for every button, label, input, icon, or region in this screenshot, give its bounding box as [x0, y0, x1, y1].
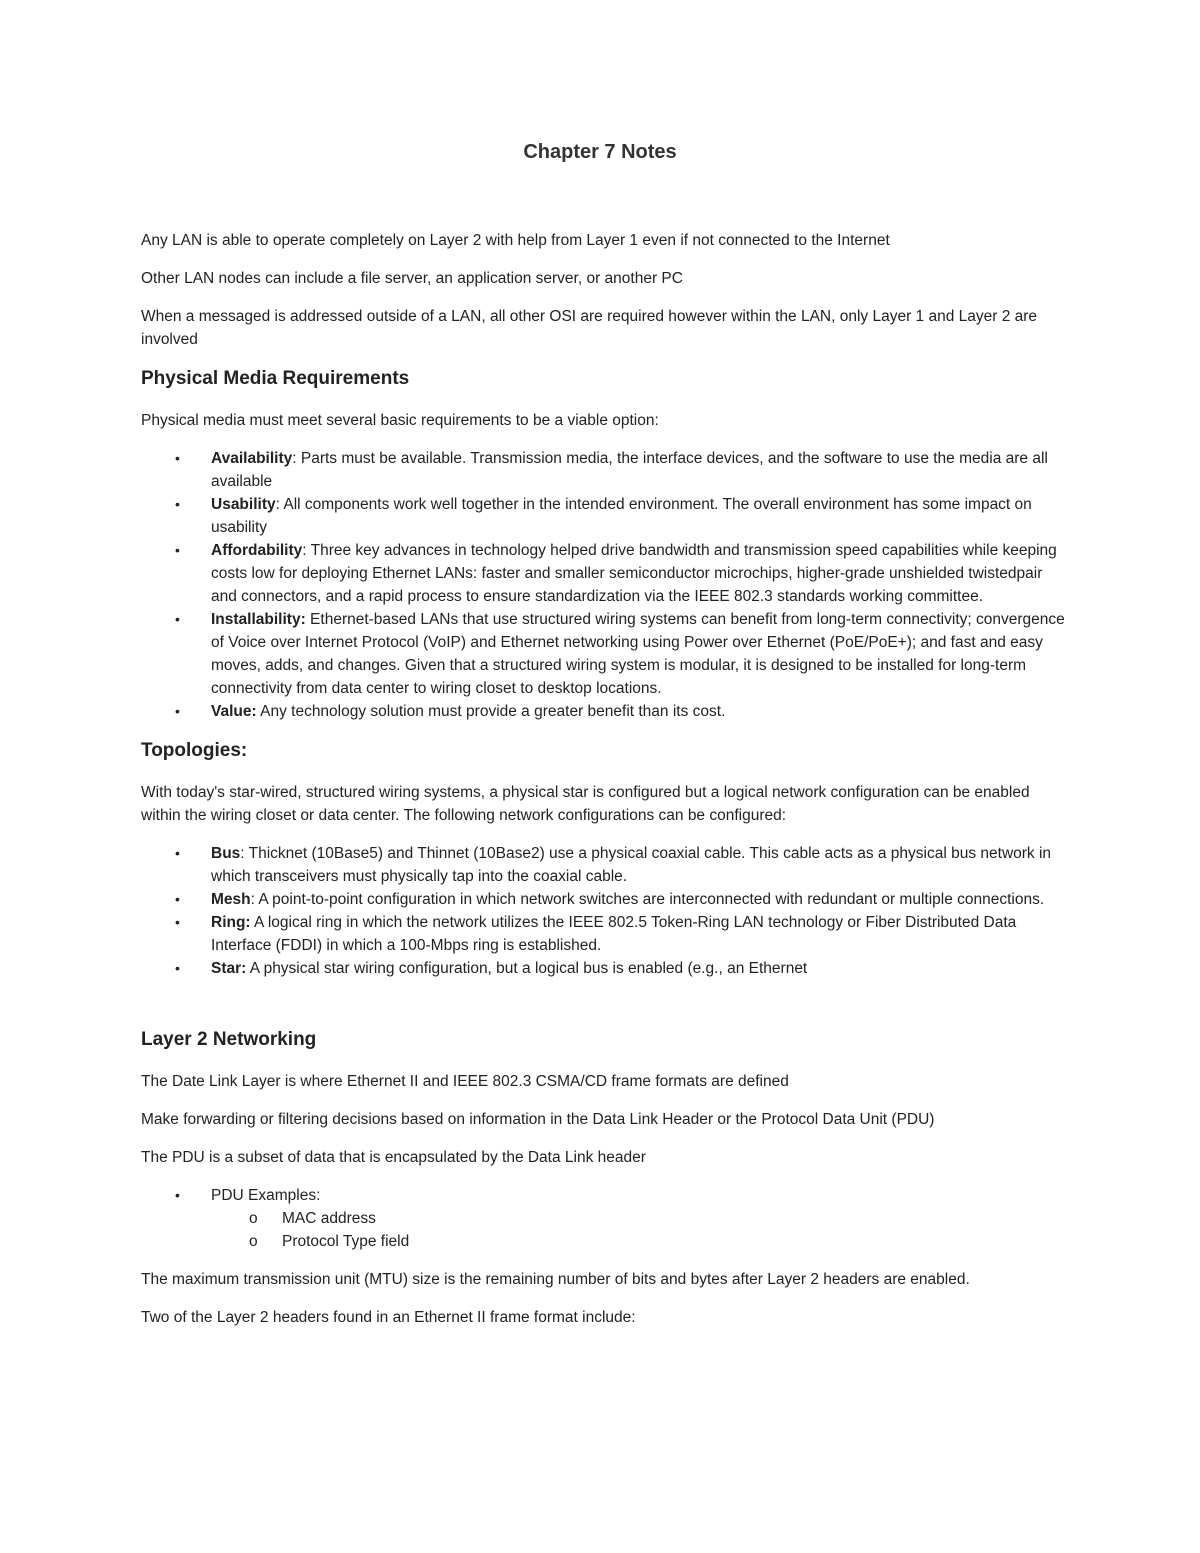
- spacer: [141, 995, 1066, 1015]
- bullet-icon: •: [175, 1187, 180, 1203]
- list-item: [141, 957, 1066, 980]
- intro-paragraph-1: Any LAN is able to operate completely on Layer 2 with help from Layer 1 even if not connected to the Internet: [141, 232, 890, 249]
- layer2-paragraph-4: The maximum transmission unit (MTU) size is the remaining number of bits and bytes after Layer 2 headers are enabled.: [141, 1271, 970, 1288]
- list-item: [141, 911, 1066, 957]
- list-term: Bus: [211, 845, 241, 862]
- list-item: [141, 888, 1066, 911]
- pdu-list: [141, 1184, 1066, 1253]
- list-item: [141, 493, 1066, 539]
- list-term: Ring:: [211, 914, 251, 931]
- bullet-icon: •: [175, 450, 180, 466]
- document-body: [141, 229, 1066, 1344]
- list-item: [141, 539, 1066, 608]
- list-text: PDU Examples:: [211, 1187, 321, 1204]
- list-text: Ethernet-based LANs that use structured wiring systems can benefit from long-term connectivity; convergence of Voice over Internet Protocol (VoIP) and Ethernet networking using Power over Ethernet (PoE/PoE+); and fast and easy moves, adds, and changes. Given that a structured wiring system is modular, it is designed to be installed for long-term connectivity from data center to wiring closet to desktop locations.: [211, 611, 1065, 697]
- list-text: : Thicknet (10Base5) and Thinnet (10Base2) use a physical coaxial cable. This cable acts as a physical bus network in which transceivers must physically tap into the coaxial cable.: [211, 845, 1052, 885]
- topologies-list: [141, 842, 1066, 980]
- intro-paragraph-3: When a messaged is addressed outside of a LAN, all other OSI are required however within the LAN, only Layer 1 and Layer 2 are involved: [141, 308, 1038, 348]
- list-text: A logical ring in which the network utilizes the IEEE 802.5 Token-Ring LAN technology or Fiber Distributed Data Interface (FDDI) in which a 100-Mbps ring is established.: [211, 914, 1017, 954]
- pdu-sublist: [211, 1207, 1066, 1253]
- list-item: [141, 608, 1066, 700]
- list-item: [141, 447, 1066, 493]
- physical-media-lead: Physical media must meet several basic requirements to be a viable option:: [141, 412, 659, 429]
- sublist-item: [211, 1230, 1066, 1253]
- bullet-icon: •: [175, 845, 180, 861]
- list-term: Star:: [211, 960, 247, 977]
- list-item: [141, 1184, 1066, 1253]
- layer2-paragraph-1: The Date Link Layer is where Ethernet II and IEEE 802.3 CSMA/CD frame formats are defined: [141, 1073, 789, 1090]
- bullet-icon: •: [175, 703, 180, 719]
- layer2-paragraph-2: Make forwarding or filtering decisions based on information in the Data Link Header or the Protocol Data Unit (PDU): [141, 1111, 935, 1128]
- bullet-icon: •: [175, 542, 180, 558]
- list-term: Installability:: [211, 611, 306, 628]
- list-text: A physical star wiring configuration, but a logical bus is enabled (e.g., an Ethernet: [246, 960, 808, 977]
- list-item: [141, 842, 1066, 888]
- page-title: Chapter 7 Notes: [523, 141, 677, 163]
- list-term: Value:: [211, 703, 257, 720]
- bullet-icon: •: [175, 891, 180, 907]
- physical-media-list: [141, 447, 1066, 723]
- list-term: Affordability: [211, 542, 303, 559]
- list-text: : Three key advances in technology helped drive bandwidth and transmission speed capabilities while keeping costs low for deploying Ethernet LANs: faster and smaller semiconductor microchips, higher-grade unshielded twistedpair and connectors, and a rapid process to ensure standardization via the IEEE 802.3 standards working committee.: [211, 542, 1057, 605]
- list-text: : Parts must be available. Transmission media, the interface devices, and the software to use the media are all available: [211, 450, 1048, 490]
- bullet-icon: •: [175, 496, 180, 512]
- layer2-paragraph-5: Two of the Layer 2 headers found in an Ethernet II frame format include:: [141, 1309, 636, 1326]
- sublist-text: Protocol Type field: [282, 1233, 410, 1250]
- bullet-icon: •: [175, 914, 180, 930]
- list-term: Mesh: [211, 891, 251, 908]
- list-text: Any technology solution must provide a greater benefit than its cost.: [256, 703, 726, 720]
- bullet-icon: •: [175, 611, 180, 627]
- topologies-lead: With today's star-wired, structured wiring systems, a physical star is configured but a logical network configuration can be enabled within the wiring closet or data center. The following network configurations can be configured:: [141, 784, 1030, 824]
- circle-bullet-icon: o: [249, 1210, 258, 1227]
- bullet-icon: •: [175, 960, 180, 976]
- list-item: [141, 700, 1066, 723]
- list-term: Usability: [211, 496, 276, 513]
- sublist-item: [211, 1207, 1066, 1230]
- layer2-heading: Layer 2 Networking: [141, 1029, 317, 1050]
- topologies-heading: Topologies:: [141, 740, 248, 761]
- list-text: : A point-to-point configuration in which network switches are interconnected with redundant or multiple connections.: [250, 891, 1045, 908]
- list-text: : All components work well together in the intended environment. The overall environment has some impact on usability: [211, 496, 1032, 536]
- layer2-paragraph-3: The PDU is a subset of data that is encapsulated by the Data Link header: [141, 1149, 646, 1166]
- intro-paragraph-2: Other LAN nodes can include a file server, an application server, or another PC: [141, 270, 683, 287]
- physical-media-heading: Physical Media Requirements: [141, 368, 410, 389]
- list-term: Availability: [211, 450, 293, 467]
- circle-bullet-icon: o: [249, 1233, 258, 1250]
- sublist-text: MAC address: [282, 1210, 376, 1227]
